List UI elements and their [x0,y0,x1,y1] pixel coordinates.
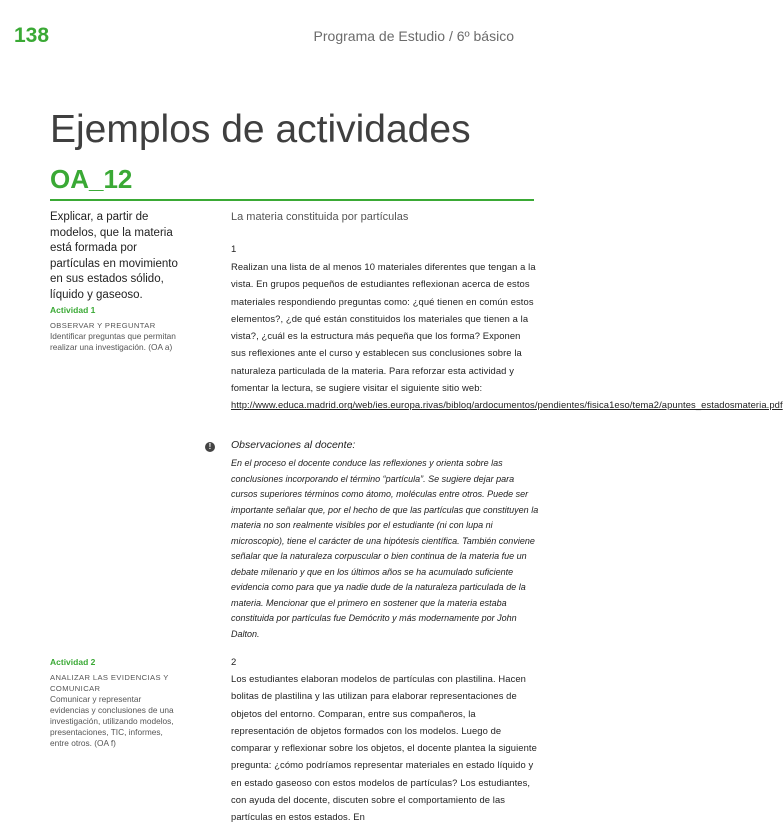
observations-text: En el proceso el docente conduce las reflexiones y orienta sobre las conclusiones incorporando el término “partícula”. Se sugiere dejar para cursos superiores términos como átomo, moléculas entre otros. Puede ser importante señalar que, por el hecho de que las partículas que constituyen la materia no son realmente visibles por el estudiante (ni con lupa ni microscopio), tiene el carácter de una hipótesis científica. También conviene señalar que la naturaleza corpuscular o bien continua de la materia fue un debate milenario y que en los últimos años se ha acumulado suficiente evidencia como para que ya nadie dude de la naturaleza particulada de la materia. Mencionar que el primero en sostener que la materia estaba constituida por partículas fue Demócrito y más modernamente por John Dalton. [231,458,539,639]
observations-title: Observaciones al docente: [231,439,356,451]
oa-code: OA_12 [50,164,133,194]
item-1-number: 1 [231,244,237,255]
activity-1-label: Actividad 1 [50,305,96,315]
item-1-text [231,258,783,414]
page-number: 138 [14,24,50,47]
section-title: La materia constituida por partículas [231,211,409,223]
reference-link[interactable]: http://www.educa.madrid.org/web/ies.europa.rivas/biblog/ardocumentos/pendientes/fisica1eso/tema2/apuntes_estadosmateria.pdf [231,399,783,411]
activity-2-skill-title: ANALIZAR LAS EVIDENCIAS Y COMUNICAR [50,673,169,693]
running-header: Programa de Estudio / 6º básico [313,28,514,44]
main-column [208,210,783,823]
alert-icon: ! [205,442,215,452]
activity-2-skill-description: Comunicar y representar evidencias y conclusiones de una investigación, utilizando modelos, presentaciones, TIC, informes, entre otros. (OA f) [50,694,174,748]
activity-2-info [50,656,182,749]
section-divider [50,199,534,201]
activity-1-skill-description: Identificar preguntas que permitan realizar una investigación. (OA a) [50,331,176,352]
activity-1-info [50,304,182,353]
item-2-number: 2 [231,657,237,668]
activity-1-skill-title: OBSERVAR Y PREGUNTAR [50,321,156,330]
learning-objective: Explicar, a partir de modelos, que la materia está formada por partículas en movimiento en sus estados sólido, líquido y gaseoso. [50,211,178,301]
item-1-body: Realizan una lista de al menos 10 materiales diferentes que tengan a la vista. En grupos pequeños de estudiantes reflexionan acerca de estos materiales respondiendo preguntas como: ¿qué tienen en común estos elementos?, ¿de qué están constituidos los materiales que tienen a la vista?, ¿cuál es la estructura más pequeña que los forma? Exponen sus reflexiones ante el curso y establecen sus conclusiones sobre la naturaleza particulada de la materia. Para reforzar esta actividad y fomentar la lectura, se sugiere visitar el siguiente sitio web: [231,261,536,394]
sidebar-column [50,210,182,748]
page-title: Ejemplos de actividades [50,108,471,151]
activity-2-label: Actividad 2 [50,657,96,667]
item-2-text: Los estudiantes elaboran modelos de partículas con plastilina. Hacen bolitas de plastilina y las utilizan para elaborar representaciones de objetos del entorno. Comparan, entre sus compañeros, la representación de objetos formados con los modelos. Luego de comparar y reflexionar sobre los objetos, el docente plantea la siguiente pregunta: ¿cómo podríamos representar materiales en estado líquido y en estado gaseoso con estos modelos de partículas? Los estudiantes, con ayuda del docente, discuten sobre el comportamiento de las partículas en estos estados. En [231,673,537,823]
